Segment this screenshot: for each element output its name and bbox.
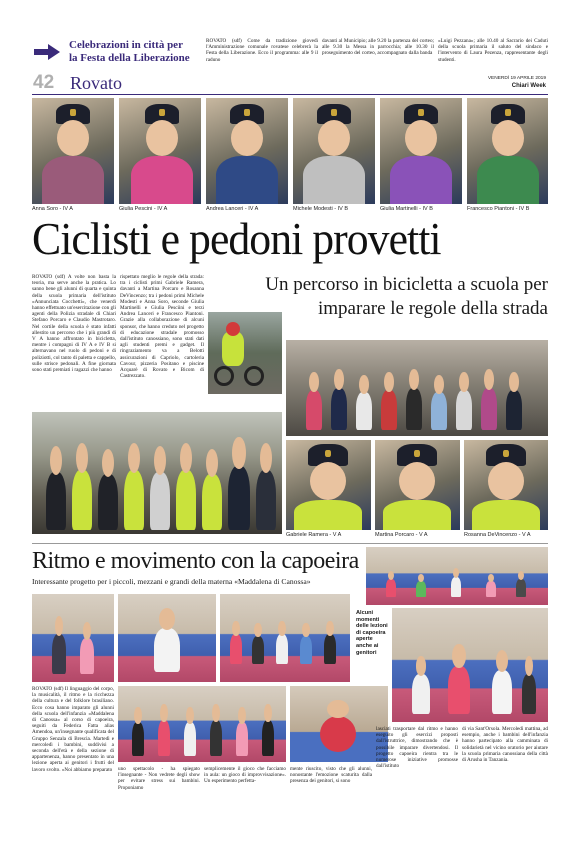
section-title: Rovato: [70, 73, 122, 93]
photo-caption: Giulia Martinelli - IV B: [380, 206, 433, 212]
photo-caption: Martina Porcaro - V A: [375, 532, 428, 538]
article2-subhead: Interessante progetto per i piccoli, mezzani e grandi della materna «Maddalena di Canossa»: [32, 577, 311, 586]
article2-col1: ROVATO (sdf) Il linguaggio del corpo, la musicalità, il ritmo e la ricchezza della cultura e del folklore brasiliano. Ecco cosa hanno imparato gli alunni della scuola dell'infanzia «Maddalena di Canossa» al corso di capoeira, seguiti da Federica Fatta alias Amendoa, un'insegnante qualificata del Gruppo Senzala di Brescia. Martedì e mercoledì i bambini, suddivisi a seconda dell'età e della sezione di appartenenza, hanno presentato in una lezione aperta ai genitori i frutti del lavoro svolto. «Noi abbiamo preparato: [32, 686, 114, 773]
photo-caption: Michele Modesti - IV B: [293, 206, 349, 212]
student-photo: [464, 440, 548, 530]
student-photo: [375, 440, 460, 530]
student-photo: [380, 98, 462, 204]
student-photo: [32, 98, 114, 204]
capoeira-photo-caption: Alcuni momenti delle lezioni di capoeira aperte anche ai genitori: [356, 610, 388, 656]
photo-caption: Gabriele Ramera - V A: [286, 532, 342, 538]
article2-col3: semplicemente il gioco che facciamo in aula: un gioco di improvvisazione». Un esperimento perfetta-: [204, 766, 286, 785]
section-divider: [32, 543, 548, 544]
header-rule: [32, 94, 548, 95]
student-photo: [206, 98, 288, 204]
issue-date: VENERDÌ 19 APRILE 2019: [487, 76, 546, 81]
group-photo-right: [286, 340, 548, 436]
student-photo: [286, 440, 371, 530]
article2-col2: uno spettacolo - ha spiegato l'insegnante - Non vedrete degli show per evitare stress sui bambini. Proponiamo: [118, 766, 200, 791]
article2-col5: lasciati trasportare dal ritmo e hanno eseguito gli esercizi proposti dall'istruttrice, dimostrando che è possibile imparare divertendosi. Il progetto capoeira rientra tra le numerose iniziative promosse dall'istituto: [376, 726, 458, 770]
capoeira-photo: [290, 686, 388, 762]
capoeira-photo: [32, 594, 114, 682]
capoeira-photo: [118, 594, 216, 682]
photo-caption: Anna Soro - IV A: [32, 206, 73, 212]
capoeira-photo: [220, 594, 350, 682]
article2-col6: di via Sant'Orsola. Mercoledì mattina, ad esempio, anche i bambini dell'infanzia hanno partecipato alla camminata di solidarietà nel vicino oratorio per aiutare la scuola primaria canossiana della città di Arusha in Tanzania.: [462, 726, 548, 764]
student-photo: [293, 98, 375, 204]
page-number: 42: [33, 72, 55, 93]
article2-col4: mente riuscito, visto che gli alunni, nonostante l'emozione scaturita dalla presenza dei genitori, si sono: [290, 766, 372, 785]
article2-headline: Ritmo e movimento con la capoeira: [32, 548, 359, 574]
article1-col2: rispettato meglio le regole della strada: tra i ciclisti primi Gabriele Ramera, davanti a Martina Porcaro e Rosanna DeVincenzo; tra i pedoni primi Michele Modesti e Anna Soro, seconde Giulia Martinelli e Giulia Pesciini e terzi Andrea Lanceri e Francesco Piantoni. Grazie alla collaborazione di alcuni sponsor, che hanno creduto nel progetto di educazione stradale promosso dall'istituto canossiano, sono stati dati agli studenti premi e gadget. Il ringraziamento va a Belotti assicurazioni di Capriolo, cartoleria Cavour, pizzeria Positano e piscine Acquarè di Rovato e Bicom di Castrezzato.: [120, 274, 204, 380]
banner-title-line2: la Festa della Liberazione: [69, 52, 190, 64]
header-text-col3: «Luigi Pezzana»; alle 10.40 al Sacrario dei Caduti della scuola primaria il saluto del sindaco e l'intervento di Laura Pezenza, rappresentante degli studenti.: [438, 38, 548, 63]
header-banner: [32, 38, 202, 68]
student-photo: [119, 98, 201, 204]
header-text-col2: davanti al Municipio; alle 9.20 la partenza del corteo; alle 9.30 la Messa in parrocchia; alle 10.30 il proseguimento del corteo, accompagnato dalla banda: [322, 38, 434, 57]
banner-title-line1: Celebrazioni in città per: [69, 39, 183, 51]
article1-headline: Ciclisti e pedoni provetti: [32, 213, 441, 264]
paper-name: Chiari Week: [511, 83, 546, 89]
photo-caption: Andrea Lanceri - IV A: [206, 206, 259, 212]
capoeira-photo: [392, 608, 548, 722]
capoeira-photo: [118, 686, 286, 762]
article1-col1: ROVATO (sdf) A volte non basta la teoria, ma serve anche la pratica. Lo sanno bene gli alunni di quarta e quinta della scuola primaria dell'istituto «Annunciata Cocchetti», che venerdì hanno effettuato un'esercitazione con gli agenti della Polizia stradale di Chiari Stefano Porcaro e Claudio Mastrotaro. Nel cortile della scuola è stato infatti allestito un percorso che i più grandi di V A hanno affrontato in bicicletta, mentre i compagni di IV A e IV B si alternavano nel ruolo di pedoni e di poliziotti, col tanto di paletta e cappello, sulle strisce pedonali. A fine giornata sono stati premiati i ragazzi che hanno: [32, 274, 116, 374]
student-photo: [467, 98, 548, 204]
header-text-col1: ROVATO (sdf) Come da tradizione giovedì l'Amministrazione comunale rovatese celebrerà la Festa della Liberazione. Ecco il programma: alle 9 il raduno: [206, 38, 318, 63]
photo-caption: Giulia Pescini - IV A: [119, 206, 168, 212]
photo-caption: Rosanna DeVincenzo - V A: [464, 532, 531, 538]
capoeira-photo: [366, 547, 548, 605]
group-photo-left: [32, 412, 282, 534]
photo-caption: Francesco Piantoni - IV B: [467, 206, 530, 212]
top-photo-row: [32, 98, 548, 216]
article1-subhead-line1: Un percorso in bicicletta a scuola per: [265, 274, 548, 295]
arrow-icon: [34, 44, 56, 58]
bicycle-photo: [208, 312, 282, 394]
article1-subhead-line2: imparare le regole della strada: [318, 298, 548, 319]
